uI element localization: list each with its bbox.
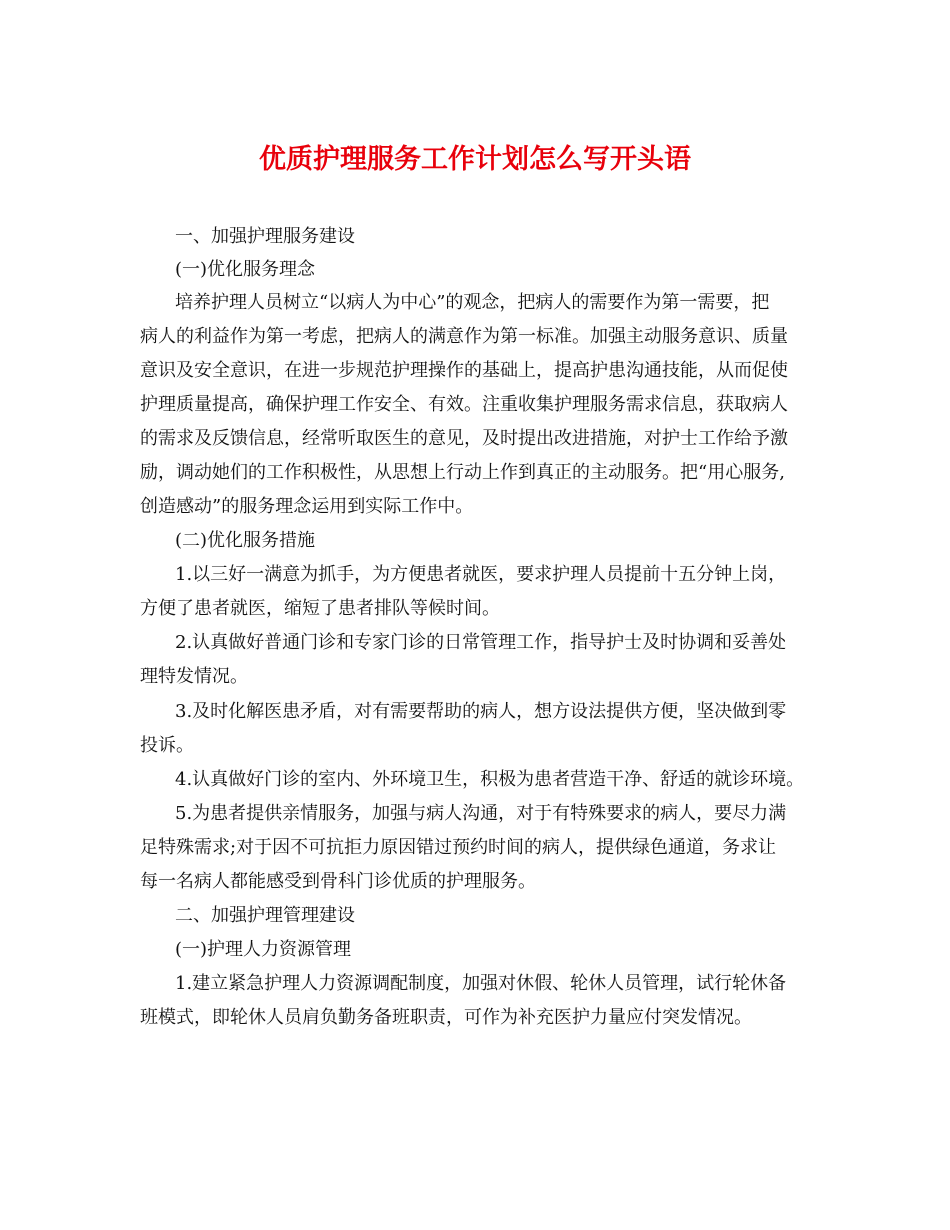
list-item-2-cont: 理特发情况。 — [140, 666, 248, 687]
list-item-5-cont: 足特殊需求;对于因不可抗拒力原因错过预约时间的病人，提供绿色通道，务求让 — [140, 837, 777, 858]
subsection-heading-1: (一)优化服务理念 — [175, 259, 316, 280]
list-item-6: 1.建立紧急护理人力资源调配制度，加强对休假、轮休人员管理，试行轮休备 — [175, 973, 787, 994]
list-item-2: 2.认真做好普通门诊和专家门诊的日常管理工作，指导护士及时协调和妥善处 — [175, 632, 787, 653]
subsection-heading-3: (一)护理人力资源管理 — [175, 939, 352, 960]
list-item-5: 5.为患者提供亲情服务，加强与病人沟通，对于有特殊要求的病人，要尽力满 — [175, 803, 787, 824]
list-item-1: 1.以三好一满意为抓手，为方便患者就医，要求护理人员提前十五分钟上岗， — [175, 564, 787, 585]
paragraph-line: 的需求及反馈信息，经常听取医生的意见，及时提出改进措施，对护士工作给予激 — [140, 428, 788, 449]
paragraph-line: 创造感动”的服务理念运用到实际工作中。 — [140, 496, 474, 517]
subsection-heading-2: (二)优化服务措施 — [175, 530, 316, 551]
paragraph-line: 励，调动她们的工作积极性，从思想上行动上作到真正的主动服务。把“用心服务, — [140, 462, 785, 483]
list-item-4: 4.认真做好门诊的室内、外环境卫生，积极为患者营造干净、舒适的就诊环境。 — [175, 769, 805, 790]
paragraph-line: 护理质量提高，确保护理工作安全、有效。注重收集护理服务需求信息，获取病人 — [140, 394, 788, 415]
list-item-1-cont: 方便了患者就医，缩短了患者排队等候时间。 — [140, 598, 500, 619]
list-item-3-cont: 投诉。 — [140, 735, 194, 756]
paragraph-line: 意识及安全意识，在进一步规范护理操作的基础上，提高护患沟通技能，从而促使 — [140, 360, 788, 381]
document-title: 优质护理服务工作计划怎么写开头语 — [259, 144, 691, 175]
list-item-6-cont: 班模式，即轮休人员肩负勤务备班职责，可作为补充医护力量应付突发情况。 — [140, 1007, 752, 1028]
section-heading-2: 二、加强护理管理建设 — [175, 905, 355, 926]
list-item-5-cont: 每一名病人都能感受到骨科门诊优质的护理服务。 — [140, 871, 536, 892]
paragraph-line: 培养护理人员树立“以病人为中心”的观念，把病人的需要作为第一需要，把 — [175, 292, 770, 313]
list-item-3: 3.及时化解医患矛盾，对有需要帮助的病人，想方设法提供方便，坚决做到零 — [175, 701, 787, 722]
paragraph-line: 病人的利益作为第一考虑，把病人的满意作为第一标准。加强主动服务意识、质量 — [140, 326, 788, 347]
section-heading-1: 一、加强护理服务建设 — [175, 226, 355, 247]
